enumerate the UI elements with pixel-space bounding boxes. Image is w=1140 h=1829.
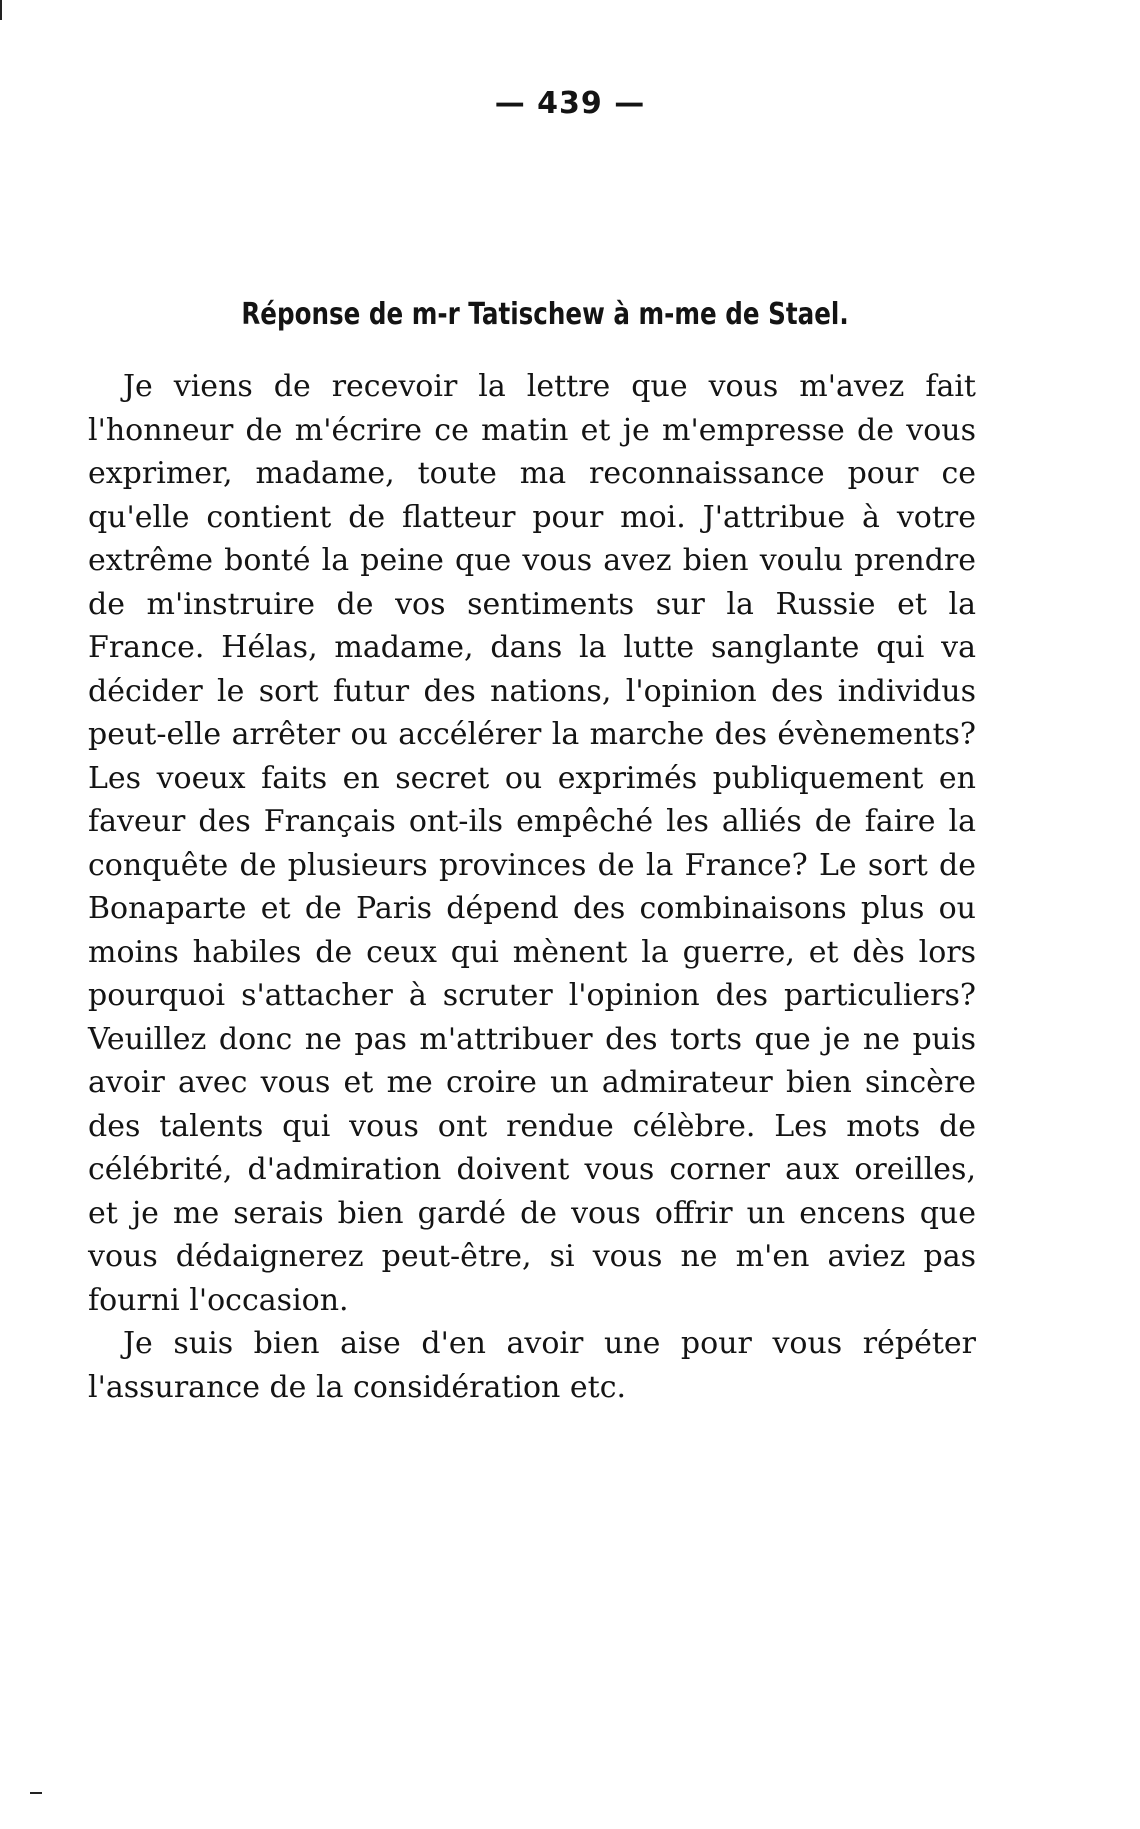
- paragraph-1: Je viens de recevoir la lettre que vous m'avez fait l'honneur de m'écrire ce matin et je m'empresse de vous exprimer, madame, toute ma reconnaissance pour ce qu'elle contient de flatteur pour moi. J'attribue à votre extrême bonté la peine que vous avez bien voulu prendre de m'instruire de vos sentiments sur la Russie et la France. Hélas, madame, dans la lutte sanglante qui va décider le sort futur des nations, l'opinion des individus peut-elle arrêter ou accélérer la marche des évènements? Les voeux faits en secret ou exprimés publiquement en faveur des Français ont-ils empêché les alliés de faire la conquête de plusieurs provinces de la France? Le sort de Bonaparte et de Paris dépend des combinaisons plus ou moins habiles de ceux qui mènent la guerre, et dès lors pourquoi s'attacher à scruter l'opinion des particuliers? Veuillez donc ne pas m'attribuer des torts que je ne puis avoir avec vous et me croire un admirateur bien sincère des talents qui vous ont rendue célèbre. Les mots de célébrité, d'admiration doivent vous corner aux oreilles, et je me serais bien gardé de vous offrir un encens que vous dédaignerez peut-être, si vous ne m'en aviez pas fourni l'occasion.: [88, 369, 976, 1318]
- page-number: — 439 —: [494, 86, 646, 121]
- scan-mark-bottom-left: [30, 1792, 42, 1794]
- letter-body: [88, 365, 976, 1409]
- scan-mark-top-left: [0, 0, 2, 20]
- paragraph-2: Je suis bien aise d'en avoir une pour vous répéter l'assurance de la considération etc.: [88, 1326, 976, 1405]
- letter-heading: Réponse de m-r Tatischew à m-me de Stael.: [241, 297, 849, 332]
